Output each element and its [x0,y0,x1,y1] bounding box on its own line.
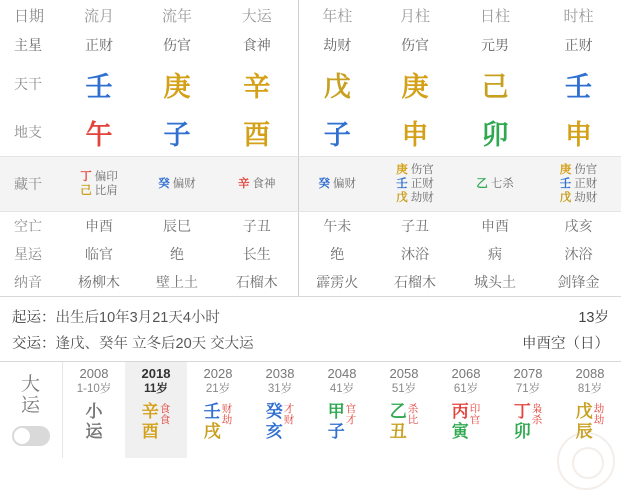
dayun-panel [0,362,621,458]
dayun-age: 51岁 [391,383,417,395]
zhuxing-cell: 伤官 [163,37,191,53]
dayun-zhi: 亥 [265,422,283,441]
dayun-zhi: 酉 [141,422,159,441]
dayun-year: 2028 [203,366,233,381]
dayun-zhi-shishen: 才 [345,413,357,426]
dayun-title: 大 运 [20,374,41,416]
dayun-age: 21岁 [205,383,231,395]
dayun-columns [63,362,621,458]
dayun-column[interactable] [435,362,497,458]
qiyun-label: 起运： [12,309,56,326]
dayun-column[interactable] [373,362,435,458]
dayun-column[interactable] [249,362,311,458]
canggan-band [0,156,621,212]
tiangan-cell: 庚 [401,71,429,102]
row-label-kongwang: 空亡 [14,218,42,234]
canggan-cell: 丁 偏印 己 比肩 [80,171,118,197]
dayun-gan: 辛 [141,402,159,421]
dayun-gan: 小 [85,402,103,421]
pillars-table [0,0,621,156]
col-header-month-pillar: 月柱 [399,7,430,25]
dayun-ganzhi [497,402,559,442]
zhuxing-cell: 食神 [242,37,271,53]
row-label-date: 日期 [14,7,45,25]
watermark-logo [557,432,615,490]
nayin-cell: 霹雳火 [298,268,376,296]
dayun-year: 2008 [79,366,109,381]
dayun-zhi-shishen: 财 [283,413,295,426]
tiangan-row [0,60,621,108]
dayun-age: 61岁 [453,383,479,395]
xingyun-cell: 沐浴 [564,246,593,262]
tiangan-cell: 戊 [323,71,351,102]
xingyun-cell: 沐浴 [401,246,429,262]
col-header-liuyue: 流月 [83,7,114,25]
kongwang-row [0,212,621,240]
nayin-cell: 壁上土 [156,274,198,290]
xingyun-cell: 绝 [170,246,184,262]
dizhi-cell: 卯 [481,119,509,150]
nayin-cell: 杨柳木 [78,274,120,290]
dayun-age: 81岁 [577,383,603,395]
dayun-zhi-shishen: 劫 [221,413,233,426]
zhuxing-cell: 正财 [564,37,593,53]
xingyun-row [0,240,621,268]
nayin-cell: 石榴木 [394,274,436,290]
kongwang-cell: 戌亥 [564,218,593,234]
zhuxing-cell: 伤官 [401,37,429,53]
dayun-gan: 甲 [327,402,345,421]
kongwang-cell: 子丑 [401,218,429,234]
qiyun-age: 13岁 [578,309,609,326]
jiaoyun-label: 交运： [12,335,56,352]
dayun-zhi-shishen: 劫 [593,413,605,426]
dayun-gan: 癸 [265,402,283,421]
dayun-column-selected[interactable] [125,362,187,458]
dayun-zhi: 寅 [451,422,469,441]
dayun-gan-shishen: 印 [469,403,481,415]
row-label-tiangan: 天干 [14,76,42,92]
zhuxing-cell: 元男 [481,37,509,53]
qiyun-value: 出生后10年3月21天4小时 [55,309,220,326]
dayun-age: 41岁 [329,383,355,395]
dayun-ganzhi [249,402,311,442]
dayun-gan-shishen: 劫 [593,403,605,415]
row-label-canggan: 藏干 [14,176,42,192]
tiangan-cell: 壬 [565,71,592,102]
dayun-zhi-shishen: 比 [407,413,419,426]
extras-table [0,212,621,296]
dayun-ganzhi [311,402,373,442]
col-header-liunian: 流年 [161,7,192,25]
zhuxing-cell: 劫财 [298,30,376,60]
dayun-zhi: 运 [85,422,103,441]
dayun-year: 2088 [575,366,605,381]
pillars-header-row [0,0,621,30]
kongwang-cell: 午未 [298,212,376,240]
kongwang-cell: 申酉 [481,218,509,234]
xingyun-cell: 绝 [298,240,376,268]
dayun-zhi: 子 [327,422,345,441]
dizhi-cell: 子 [323,119,351,150]
col-header-hour-pillar: 时柱 [563,7,594,25]
row-label-dizhi: 地支 [14,124,42,140]
nayin-cell: 剑锋金 [557,274,600,290]
dizhi-row [0,108,621,156]
dayun-zhi-shishen: 官 [469,413,481,426]
dayun-age: 31岁 [267,383,293,395]
dayun-toggle[interactable] [12,426,50,446]
dayun-gan-shishen: 财 [221,403,233,415]
dizhi-cell: 酉 [243,119,271,150]
nayin-cell: 石榴木 [235,274,278,290]
zhuxing-cell: 正财 [85,37,113,53]
col-header-year-pillar: 年柱 [298,0,376,30]
nayin-row [0,268,621,296]
tiangan-cell: 辛 [243,71,271,102]
dayun-zhi: 戌 [203,422,221,441]
dayun-year: 2038 [265,366,295,381]
dayun-zhi-shishen: 杀 [531,413,543,426]
dizhi-cell: 申 [401,119,429,150]
dayun-year: 2018 [141,366,171,381]
dayun-zhi: 卯 [513,422,531,441]
dayun-year: 2078 [513,366,543,381]
nayin-cell: 城头土 [474,274,516,290]
dayun-year: 2048 [327,366,357,381]
dayun-age: 1-10岁 [76,383,112,395]
dayun-ganzhi [435,402,497,442]
canggan-cell: 庚 伤官 壬 正财 戊 劫财 [396,164,434,204]
dayun-gan-shishen: 杀 [407,403,419,415]
dayun-column[interactable] [187,362,249,458]
xingyun-cell: 病 [488,246,502,262]
kongwang-cell: 申酉 [85,218,113,234]
dayun-gan-shishen: 食 [159,403,171,415]
dayun-gan: 乙 [389,402,407,421]
dayun-age: 11岁 [144,383,168,395]
dayun-year: 2058 [389,366,419,381]
zhuxing-row [0,30,621,60]
canggan-cell: 乙 七杀 [476,178,514,190]
xingyun-cell: 临官 [85,246,113,262]
dayun-left-label [0,362,63,458]
qiyun-block [0,296,621,362]
col-header-dayun: 大运 [241,7,272,25]
row-label-nayin: 纳音 [14,274,42,290]
tiangan-cell: 庚 [163,71,191,102]
dayun-ganzhi [63,402,125,442]
dayun-age: 71岁 [515,383,541,395]
kongwang-cell: 子丑 [242,218,271,234]
dayun-gan: 壬 [203,402,221,421]
dizhi-cell: 申 [565,119,592,150]
dayun-ganzhi [125,402,187,442]
dayun-column[interactable] [497,362,559,458]
tiangan-cell: 己 [481,71,509,102]
canggan-cell: 癸 偏财 [158,178,196,190]
jiaoyun-row [0,329,621,355]
dayun-column[interactable] [63,362,125,458]
canggan-cell: 癸 偏财 [298,157,376,211]
dayun-year: 2068 [451,366,481,381]
tiangan-cell: 壬 [85,71,113,102]
kongwang-cell: 辰巳 [163,218,191,234]
dayun-ganzhi [373,402,435,442]
row-label-xingyun: 星运 [14,246,42,262]
jiaoyun-kong: 申酉空（日） [522,335,609,352]
dayun-gan-shishen: 枭 [531,403,543,415]
xingyun-cell: 长生 [242,246,271,262]
row-label-zhuxing: 主星 [14,37,42,53]
dayun-ganzhi [187,402,249,442]
dayun-gan: 戊 [575,402,593,421]
canggan-table [0,157,621,211]
dayun-column[interactable] [311,362,373,458]
dayun-zhi-shishen: 食 [159,413,171,426]
dayun-zhi: 辰 [575,422,593,441]
dayun-gan-shishen: 才 [283,403,295,415]
jiaoyun-value: 逢戊、癸年 立冬后20天 交大运 [55,335,254,352]
qiyun-row [0,303,621,329]
canggan-cell: 庚 伤官 壬 正财 戊 劫财 [559,164,598,204]
col-header-day-pillar: 日柱 [479,7,510,25]
dizhi-cell: 子 [163,119,191,150]
dayun-gan: 丙 [451,402,469,421]
dizhi-cell: 午 [85,119,113,150]
canggan-cell: 辛 食神 [238,178,276,190]
dayun-gan-shishen: 官 [345,403,357,415]
dayun-gan: 丁 [513,402,531,421]
dayun-zhi: 丑 [389,422,407,441]
